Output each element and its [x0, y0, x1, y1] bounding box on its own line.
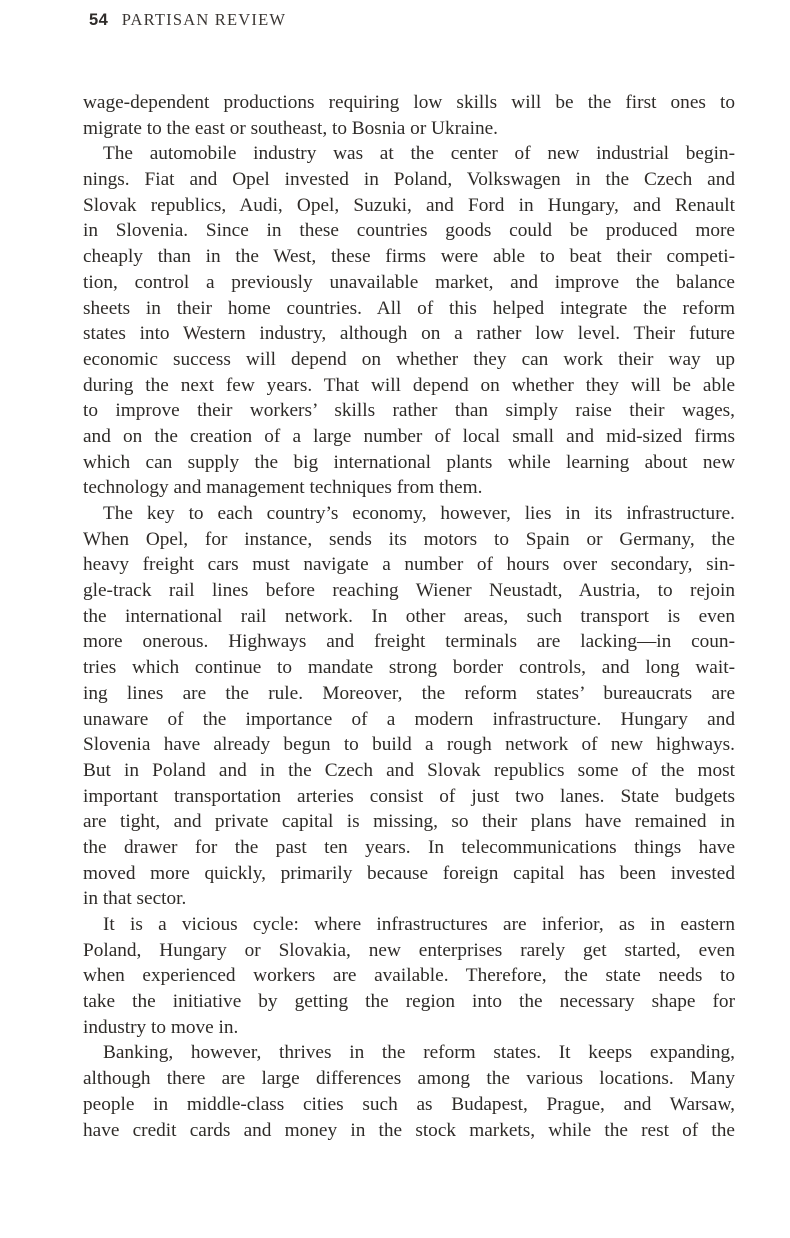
running-head [89, 10, 286, 30]
text-line: unaware of the importance of a modern infrastructure. Hungary and [83, 708, 735, 730]
text-line: The automobile industry was at the center of new industrial begin- [103, 143, 735, 165]
text-line: to improve their workers’ skills rather than simply raise their wages, [83, 400, 735, 422]
text-line: tries which continue to mandate strong border controls, and long wait- [83, 657, 735, 679]
text-line: industry to move in. [83, 1016, 239, 1038]
text-line: The key to each country’s economy, however, lies in its infrastructure. [103, 503, 735, 524]
text-line: the international rail network. In other areas, such transport is even [83, 605, 735, 627]
text-line: in that sector. [83, 888, 187, 910]
text-line: nings. Fiat and Opel invested in Poland, Volkswagen in the Czech and [83, 169, 735, 191]
text-line: But in Poland and in the Czech and Slovak republics some of the most [83, 759, 735, 781]
paragraph [83, 90, 735, 141]
text-line: Banking, however, thrives in the reform states. It keeps expanding, [103, 1042, 735, 1064]
text-line: although there are large differences among the various locations. Many [83, 1068, 735, 1090]
text-line: economic success will depend on whether they can work their way up [83, 348, 735, 370]
text-line: when experienced workers are available. Therefore, the state needs to [83, 965, 735, 987]
page-number: 54 [89, 11, 109, 29]
text-line: sheets in their home countries. All of this helped integrate the reform [83, 297, 735, 319]
text-line: It is a vicious cycle: where infrastructures are inferior, as in eastern [103, 914, 735, 935]
text-line: and on the creation of a large number of local small and mid-sized firms [83, 425, 735, 447]
text-line: tion, control a previously unavailable market, and improve the balance [83, 271, 735, 293]
text-line: in Slovenia. Since in these countries goods could be produced more [83, 220, 735, 242]
text-line: moved more quickly, primarily because foreign capital has been invested [83, 862, 735, 884]
text-line: ing lines are the rule. Moreover, the reform states’ bureaucrats are [83, 682, 735, 704]
article-body [83, 90, 735, 1143]
text-line: technology and management techniques from them. [83, 477, 483, 499]
text-line: take the initiative by getting the region into the necessary shape for [83, 991, 735, 1013]
paragraph [83, 141, 735, 501]
text-line: are tight, and private capital is missing, so their plans have remained in [83, 811, 735, 833]
text-line: which can supply the big international plants while learning about new [83, 451, 735, 473]
text-line: When Opel, for instance, sends its motors to Spain or Germany, the [83, 528, 735, 550]
text-line: Slovenia have already begun to build a rough network of new highways. [83, 734, 735, 756]
text-line: wage-dependent productions requiring low skills will be the first ones to [83, 92, 735, 113]
text-line: heavy freight cars must navigate a number of hours over secondary, sin- [83, 554, 735, 576]
text-line: have credit cards and money in the stock markets, while the rest of the [83, 1119, 735, 1141]
text-line: cheaply than in the West, these firms were able to beat their competi- [83, 246, 735, 268]
text-line: important transportation arteries consist of just two lanes. State budgets [83, 785, 735, 807]
paragraph [83, 912, 735, 1040]
journal-title: PARTISAN REVIEW [121, 10, 287, 29]
text-line: migrate to the east or southeast, to Bosnia or Ukraine. [83, 117, 498, 139]
paragraph [83, 1040, 735, 1143]
text-line: people in middle-class cities such as Budapest, Prague, and Warsaw, [83, 1093, 735, 1115]
text-line: Slovak republics, Audi, Opel, Suzuki, and Ford in Hungary, and Renault [83, 194, 735, 216]
text-line: gle-track rail lines before reaching Wiener Neustadt, Austria, to rejoin [83, 580, 735, 602]
text-line: during the next few years. That will depend on whether they will be able [83, 374, 735, 396]
text-line: more onerous. Highways and freight terminals are lacking—in coun- [83, 631, 735, 653]
text-line: states into Western industry, although on a rather low level. Their future [83, 323, 735, 345]
text-line: the drawer for the past ten years. In telecommunications things have [83, 836, 735, 858]
text-line: Poland, Hungary or Slovakia, new enterprises rarely get started, even [83, 939, 735, 961]
paragraph [83, 501, 735, 912]
